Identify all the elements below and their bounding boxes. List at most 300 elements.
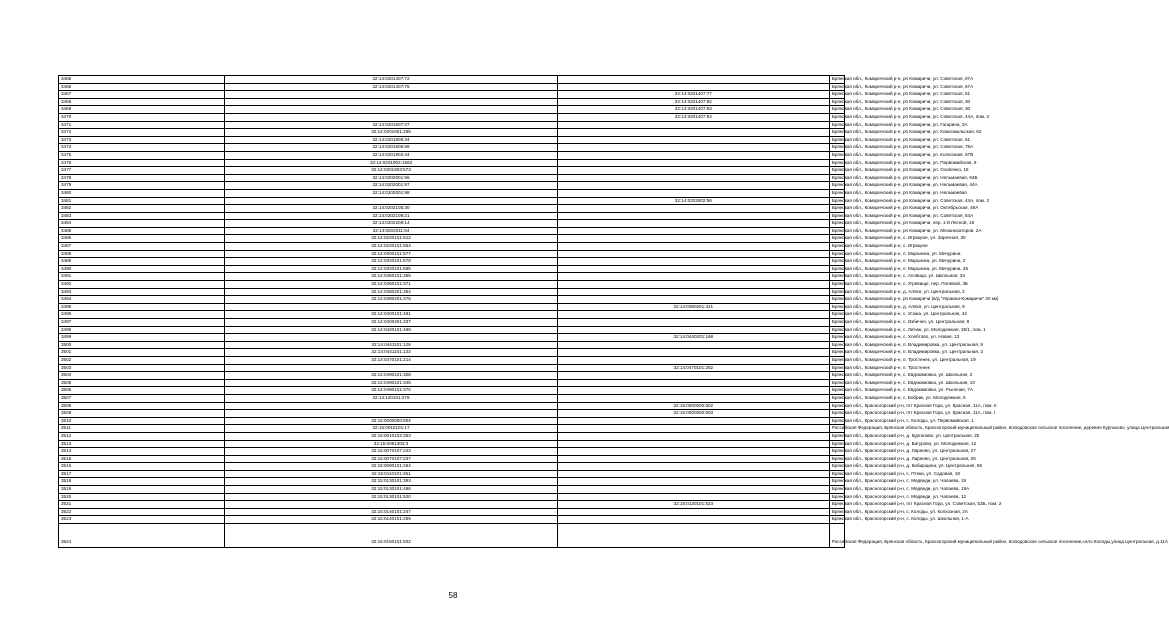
row-number-cell: 3511 (59, 425, 225, 433)
row-number-cell: 3499 (59, 334, 225, 342)
cadastral-number-cell (225, 113, 558, 121)
table-row (59, 106, 845, 114)
cadastral-number-secondary-cell (557, 379, 829, 387)
row-number-cell: 3492 (59, 281, 225, 289)
table-row (59, 417, 845, 425)
row-number-cell: 3508 (59, 402, 225, 410)
table-body (59, 76, 1169, 548)
table-row (59, 432, 845, 440)
cadastral-number-secondary-cell: 32:15:0000000:603 (557, 410, 829, 418)
table-row (59, 296, 845, 304)
cadastral-number-cell: 32:14:0202311:54 (225, 227, 558, 235)
address-cell: Брянская обл., Комаричский р-н, п. Марьинка, ул. Мичурина, 2 (829, 258, 844, 266)
table-row (59, 227, 845, 235)
cadastral-number-cell (225, 364, 558, 372)
cadastral-number-secondary-cell (557, 212, 829, 220)
cadastral-number-cell (225, 303, 558, 311)
table-row (59, 174, 845, 182)
table-row (59, 83, 845, 91)
cadastral-number-secondary-cell: 32:14:0202002:56 (557, 197, 829, 205)
cadastral-number-secondary-cell (557, 448, 829, 456)
table-row (59, 288, 845, 296)
address-cell: Брянская обл., Комаричский р-н, п. Тростенек (829, 364, 844, 372)
cadastral-number-secondary-cell (557, 144, 829, 152)
cadastral-number-secondary-cell: 32:15:0130101:523 (557, 501, 829, 509)
row-number-cell: 3510 (59, 417, 225, 425)
row-number-cell: 3498 (59, 326, 225, 334)
cadastral-number-cell: 32:14:0420101:469 (225, 326, 558, 334)
cadastral-number-secondary-cell (557, 281, 829, 289)
address-cell: Брянская обл., Комаричский р-н, рп Комаричи, ул. Первомайская, 9 (829, 159, 844, 167)
table-row (59, 364, 845, 372)
cadastral-number-secondary-cell: 32:15:0000000:602 (557, 402, 829, 410)
table-row (59, 113, 845, 121)
cadastral-number-cell: 32:15:0130101:520 (225, 493, 558, 501)
cadastral-number-cell: 32:14:0201606:58 (225, 144, 558, 152)
cadastral-number-cell: 32:15:0110101:261 (225, 470, 558, 478)
address-cell: Брянская обл., Комаричский р-н, рп Комаричи, ул. Советская, 67А (829, 83, 844, 91)
table-row (59, 356, 845, 364)
cadastral-number-secondary-cell (557, 516, 829, 524)
address-cell: Брянская обл., Комаричский р-н, рп Комаричи, ул. Советская, 30 (829, 98, 844, 106)
address-cell: Брянская обл., Комаричский р-н, п. Тростенек, ул. Центральная, 19 (829, 356, 844, 364)
row-number-cell: 3501 (59, 349, 225, 357)
table-row (59, 524, 845, 548)
table-row (59, 341, 845, 349)
table-row (59, 303, 845, 311)
row-number-cell: 3489 (59, 258, 225, 266)
cadastral-number-cell: 32:14:0201903:573 (225, 167, 558, 175)
table-row (59, 281, 845, 289)
row-number-cell: 3521 (59, 501, 225, 509)
cadastral-number-secondary-cell (557, 83, 829, 91)
cadastral-number-secondary-cell (557, 326, 829, 334)
row-number-cell: 3500 (59, 341, 225, 349)
cadastral-number-cell: 32:14:0350101:355 (225, 273, 558, 281)
row-number-cell: 3524 (59, 524, 225, 548)
table-row (59, 501, 845, 509)
cadastral-number-cell: 32:14:0380201:354 (225, 288, 558, 296)
cadastral-number-cell: 32:14:0202208:14 (225, 220, 558, 228)
table-row (59, 387, 845, 395)
cadastral-number-cell: 32:14:0300101:577 (225, 250, 558, 258)
address-cell: Брянская обл., Комаричский р-н, с. Асовица, ул. Школьная, 34 (829, 273, 844, 281)
cadastral-number-secondary-cell (557, 220, 829, 228)
row-number-cell: 3490 (59, 265, 225, 273)
cadastral-number-cell: 32:15:0010102:353 (225, 432, 558, 440)
row-number-cell: 3473 (59, 136, 225, 144)
address-cell: Брянская обл., Красногорский р-н, д. Ларнево, ул. Центральная, 27 (829, 448, 844, 456)
row-number-cell: 3466 (59, 83, 225, 91)
cadastral-number-cell: 32:14:0320101:678 (225, 258, 558, 266)
address-cell: Брянская обл., Комаричский р-н, д. Аляхя, ул. Центральная, 2 (829, 288, 844, 296)
address-cell: Брянская обл., Комаричский р-н, рп Комаричи, ул. Советская, 30 (829, 106, 844, 114)
cadastral-number-secondary-cell (557, 387, 829, 395)
cadastral-number-cell: 32:15:0070107:237 (225, 455, 558, 463)
address-cell: Брянская обл., Комаричский р-н, рп Комаричи, ул. Советская, 44А, пом. 2 (829, 197, 844, 205)
property-table (58, 75, 1169, 548)
cadastral-number-secondary-cell: 32:14:0201407:77 (557, 91, 829, 99)
cadastral-number-secondary-cell (557, 349, 829, 357)
row-number-cell: 3467 (59, 91, 225, 99)
row-number-cell: 3507 (59, 394, 225, 402)
cadastral-number-cell: 32:14:0400401:337 (225, 319, 558, 327)
address-cell: Брянская обл., Красногорский р-н, д. Багурово, ул. Молодежная, 12 (829, 440, 844, 448)
address-cell: Брянская обл., Комаричский р-н, рп Комаричи, ул. Нельмаевая, 64Б (829, 174, 844, 182)
cadastral-number-cell: 32:14:0201605:34 (225, 136, 558, 144)
cadastral-number-secondary-cell (557, 524, 829, 548)
row-number-cell: 3516 (59, 463, 225, 471)
address-cell: Брянская обл., Комаричский р-н, с. Хлебтово, ул. Новая, 13 (829, 334, 844, 342)
cadastral-number-cell (225, 106, 558, 114)
cadastral-number-cell: 32:14:0490101:308 (225, 372, 558, 380)
cadastral-number-cell (225, 410, 558, 418)
cadastral-number-cell: 32:14:0441101:133 (225, 349, 558, 357)
table-row (59, 235, 845, 243)
cadastral-number-secondary-cell (557, 265, 829, 273)
cadastral-number-cell (225, 334, 558, 342)
cadastral-number-secondary-cell (557, 227, 829, 235)
cadastral-number-cell: 32:14:0380201:375 (225, 296, 558, 304)
row-number-cell: 3478 (59, 174, 225, 182)
address-cell: Брянская обл., Комаричский р-н, с. Бобрик, ул. Молодежная, 5 (829, 394, 844, 402)
row-number-cell: 3491 (59, 273, 225, 281)
address-cell: Брянская обл., Красногорский р-н, д. Кибирщина, ул. Центральная, 65 (829, 463, 844, 471)
page-number: 58 (448, 591, 458, 600)
address-cell: Брянская обл., Красногорский р-н, д. Ларнево, ул. Центральная, 26 (829, 455, 844, 463)
address-cell: Брянская обл., Комаричский р-н, д. Аляхя, ул. Центральная, 8 (829, 303, 844, 311)
table-row (59, 182, 845, 190)
cadastral-number-secondary-cell (557, 493, 829, 501)
cadastral-number-cell: 32:14:0220101:512 (225, 235, 558, 243)
table-row (59, 265, 845, 273)
cadastral-number-secondary-cell: 32:14:0440201:168 (557, 334, 829, 342)
cadastral-number-cell: 32:14:0202001:98 (225, 189, 558, 197)
cadastral-number-cell: 32:14:0201902:44 (225, 151, 558, 159)
address-cell: Брянская обл., Комаричский р-н, с. Литиж, ул. Молодежная, 35/1, пом. 1 (829, 326, 844, 334)
table-row (59, 463, 845, 471)
table-row (59, 144, 845, 152)
address-cell: Брянская обл., Комаричский р-н, рп Комаричи, ул. Советская, 51 (829, 91, 844, 99)
cadastral-number-cell: 32:15:0140101:247 (225, 508, 558, 516)
cadastral-number-cell: 32:14:0201407:75 (225, 83, 558, 91)
table-row (59, 478, 845, 486)
cadastral-number-secondary-cell (557, 182, 829, 190)
cadastral-number-cell: 32:14:0490101:370 (225, 387, 558, 395)
address-cell: Брянская обл., Комаричский р-н, рп Комаричи, ул. Советская, 67А (829, 76, 844, 84)
row-number-cell: 3472 (59, 129, 225, 137)
row-number-cell: 3482 (59, 205, 225, 213)
table-row (59, 212, 845, 220)
row-number-cell: 3485 (59, 227, 225, 235)
cadastral-number-secondary-cell (557, 235, 829, 243)
address-cell: Брянская обл., Красногорский р-н, с. Медведи, ул. Чапаева, 12 (829, 493, 844, 501)
row-number-cell: 3519 (59, 486, 225, 494)
cadastral-number-secondary-cell: 32:14:0201407:82 (557, 98, 829, 106)
row-number-cell: 3471 (59, 121, 225, 129)
table-row (59, 425, 845, 433)
cadastral-number-secondary-cell (557, 463, 829, 471)
row-number-cell: 3494 (59, 296, 225, 304)
cadastral-number-cell: 32:15:0010101:17 (225, 425, 558, 433)
address-cell: Российская Федерация, Брянская область, Красногорский муниципальный район, Колюдовское сельское поселение,село Колоды,улица Центральная, д.11А (829, 524, 844, 548)
cadastral-number-cell: 32:15:0090101:264 (225, 463, 558, 471)
row-number-cell: 3515 (59, 455, 225, 463)
cadastral-number-secondary-cell (557, 425, 829, 433)
row-number-cell: 3495 (59, 303, 225, 311)
row-number-cell: 3502 (59, 356, 225, 364)
table-row (59, 121, 845, 129)
row-number-cell: 3506 (59, 387, 225, 395)
address-cell: Брянская обл., Комаричский р-н, рп Комаричи, ул. Комсомольская, 62 (829, 129, 844, 137)
cadastral-number-cell: 32:14:0201407:72 (225, 76, 558, 84)
cadastral-number-secondary-cell (557, 76, 829, 84)
row-number-cell: 3474 (59, 144, 225, 152)
address-cell: Брянская обл., Комаричский р-н, рп Комаричи, ул. Нельмаевая (829, 189, 844, 197)
table-row (59, 129, 845, 137)
address-cell: Брянская обл., Комаричский р-н, п. Марьинка, ул. Мичурина (829, 250, 844, 258)
table-row (59, 151, 845, 159)
address-cell: Брянская обл., Красногорский р-н, пгт Красная Гора, ул. Красная, 11А, пом. I (829, 410, 844, 418)
row-number-cell: 3475 (59, 151, 225, 159)
cadastral-number-secondary-cell (557, 258, 829, 266)
row-number-cell: 3481 (59, 197, 225, 205)
address-cell: Брянская обл., Комаричский р-н, рп Комаричи, ул. Советская, 61 (829, 136, 844, 144)
cadastral-number-secondary-cell (557, 356, 829, 364)
table-row (59, 220, 845, 228)
table-row (59, 448, 845, 456)
table-row (59, 91, 845, 99)
table-row (59, 470, 845, 478)
table-row (59, 243, 845, 251)
cadastral-number-secondary-cell (557, 372, 829, 380)
cadastral-number-cell: 32:14:0490101:345 (225, 379, 558, 387)
row-number-cell: 3493 (59, 288, 225, 296)
cadastral-number-secondary-cell (557, 417, 829, 425)
address-cell: Брянская обл., Комаричский р-н, с. Евдокимовка, ул. Школьная, 2 (829, 372, 844, 380)
row-number-cell: 3520 (59, 493, 225, 501)
address-cell: Брянская обл., Красногорский р-н, с. Колоды, ул. Колхозная, 2А (829, 508, 844, 516)
cadastral-number-secondary-cell: 32:14:0470101:252 (557, 364, 829, 372)
cadastral-number-secondary-cell (557, 288, 829, 296)
cadastral-number-secondary-cell (557, 478, 829, 486)
address-cell: Брянская обл., Комаричский р-н, с. Угревище, пер. Полевой, 3Б (829, 281, 844, 289)
cadastral-number-cell: 32:15:0051303:3 (225, 440, 558, 448)
row-number-cell: 3470 (59, 113, 225, 121)
table-row (59, 493, 845, 501)
address-cell: Брянская обл., Комаричский р-н, рп Комаричи, ул. Октябрьская, 46А (829, 205, 844, 213)
row-number-cell: 3497 (59, 319, 225, 327)
row-number-cell: 3468 (59, 98, 225, 106)
table-row (59, 402, 845, 410)
cadastral-number-cell: 32:14:0400101:461 (225, 311, 558, 319)
address-cell: Брянская обл., Красногорский р-н, с. Медведи, ул. Чапаева, 19 (829, 478, 844, 486)
address-cell: Брянская обл., Комаричский р-н, рп Комаричи, ул. Советская, 75А (829, 144, 844, 152)
address-cell: Брянская обл., Комаричский р-н, рп Комаричи, ул. Осипенко, 15 (829, 167, 844, 175)
cadastral-number-cell (225, 91, 558, 99)
row-number-cell: 3503 (59, 364, 225, 372)
cadastral-number-cell: 32:14:0201507:37 (225, 121, 558, 129)
table-row (59, 98, 845, 106)
cadastral-number-secondary-cell (557, 250, 829, 258)
address-cell: Российская Федерация, Брянская область, Красногорский муниципальный район, Колюдовское сельское поселение, деревня Курганово, улица Центральная (829, 425, 844, 433)
cadastral-number-secondary-cell (557, 136, 829, 144)
address-cell: Брянская обл., Комаричский р-н, п. Владимировка, ул. Центральная, 3 (829, 349, 844, 357)
address-cell: Брянская обл., Комаричский р-н, рп Комаричи (в/д "Украина-Комаричи" 20 км) (829, 296, 844, 304)
cadastral-number-cell: 32:14:0201601:295 (225, 129, 558, 137)
table-row (59, 159, 845, 167)
row-number-cell: 3512 (59, 432, 225, 440)
table-row (59, 455, 845, 463)
cadastral-number-secondary-cell (557, 319, 829, 327)
cadastral-number-cell: 32:14:0202105:30 (225, 205, 558, 213)
cadastral-number-secondary-cell (557, 341, 829, 349)
table-row (59, 508, 845, 516)
table-row (59, 516, 845, 524)
address-cell: Брянская обл., Комаричский р-н, рп Комаричи, пер. 1-й Лесной, 15 (829, 220, 844, 228)
table-row (59, 250, 845, 258)
cadastral-number-secondary-cell (557, 151, 829, 159)
row-number-cell: 3523 (59, 516, 225, 524)
table-row (59, 394, 845, 402)
cadastral-number-cell: 32:15:0130101:393 (225, 478, 558, 486)
table-row (59, 486, 845, 494)
row-number-cell: 3514 (59, 448, 225, 456)
address-cell: Брянская обл., Красногорский р-н, с. Колоды, ул. Первомайская, 1 (829, 417, 844, 425)
cadastral-number-secondary-cell (557, 121, 829, 129)
cadastral-number-cell: 32:14:0470101:214 (225, 356, 558, 364)
row-number-cell: 3505 (59, 379, 225, 387)
row-number-cell: 3477 (59, 167, 225, 175)
row-number-cell: 3513 (59, 440, 225, 448)
cadastral-number-secondary-cell (557, 311, 829, 319)
address-cell: Брянская обл., Комаричский р-н, с. Евдокимовка, ул. Школьная, 10 (829, 379, 844, 387)
cadastral-number-secondary-cell (557, 432, 829, 440)
property-table-sheet (58, 75, 1169, 548)
row-number-cell: 3486 (59, 235, 225, 243)
cadastral-number-cell: 32:14:0320101:695 (225, 265, 558, 273)
row-number-cell: 3496 (59, 311, 225, 319)
row-number-cell: 3509 (59, 410, 225, 418)
address-cell: Брянская обл., Комаричский р-н, рп Комаричи, ул. Советская, 64А (829, 212, 844, 220)
cadastral-number-secondary-cell (557, 440, 829, 448)
table-row (59, 136, 845, 144)
cadastral-number-secondary-cell (557, 167, 829, 175)
address-cell: Брянская обл., Комаричский р-н, рп Комаричи, ул. Советская, 44А, пом. 2 (829, 113, 844, 121)
table-row (59, 189, 845, 197)
address-cell: Брянская обл., Комаричский р-н, п. Владимировка, ул. Центральная, 8 (829, 341, 844, 349)
cadastral-number-secondary-cell: 32:14:0201407:83 (557, 106, 829, 114)
cadastral-number-cell: 32:15:0140101:259 (225, 516, 558, 524)
address-cell: Брянская обл., Красногорский р-н, пгт Красная Гора, ул. Советская, 52Б, пом. 2 (829, 501, 844, 509)
cadastral-number-cell: 32:14:0360101:371 (225, 281, 558, 289)
row-number-cell: 3479 (59, 182, 225, 190)
address-cell: Брянская обл., Комаричский р-н, рп Комаричи, ул. Колхозная, 57В (829, 151, 844, 159)
cadastral-number-secondary-cell (557, 129, 829, 137)
cadastral-number-secondary-cell (557, 159, 829, 167)
cadastral-number-cell: 32:15:0070107:223 (225, 448, 558, 456)
cadastral-number-secondary-cell (557, 296, 829, 304)
table-row (59, 440, 845, 448)
table-row (59, 167, 845, 175)
row-number-cell: 3517 (59, 470, 225, 478)
cadastral-number-secondary-cell (557, 189, 829, 197)
row-number-cell: 3522 (59, 508, 225, 516)
cadastral-number-cell (225, 501, 558, 509)
row-number-cell: 3480 (59, 189, 225, 197)
cadastral-number-cell: 32:14:0202109:21 (225, 212, 558, 220)
table-row (59, 258, 845, 266)
cadastral-number-cell (225, 402, 558, 410)
address-cell: Брянская обл., Комаричский р-н, с. Игрицкое (829, 243, 844, 251)
table-row (59, 273, 845, 281)
address-cell: Брянская обл., Комаричский р-н, рп Комаричи, ул. Нельмаевая, 44А (829, 182, 844, 190)
address-cell: Брянская обл., Красногорский р-н, с. Птеки, ул. Садовая, 18 (829, 470, 844, 478)
row-number-cell: 3469 (59, 106, 225, 114)
row-number-cell: 3465 (59, 76, 225, 84)
table-row (59, 197, 845, 205)
row-number-cell: 3488 (59, 250, 225, 258)
address-cell: Брянская обл., Комаричский р-н, п. Марьинка, ул. Мичурина, 35 (829, 265, 844, 273)
cadastral-number-secondary-cell: 32:14:0380201:421 (557, 303, 829, 311)
cadastral-number-cell: 32:14:0201903:1563 (225, 159, 558, 167)
cadastral-number-cell: 32:15:0130101:466 (225, 486, 558, 494)
cadastral-number-cell: 32:15:0150101:502 (225, 524, 558, 548)
address-cell: Брянская обл., Комаричский р-н, рп Комаричи, ул. Механизаторов, 2А (829, 227, 844, 235)
table-row (59, 319, 845, 327)
row-number-cell: 3483 (59, 212, 225, 220)
table-row (59, 349, 845, 357)
row-number-cell: 3518 (59, 478, 225, 486)
row-number-cell: 3484 (59, 220, 225, 228)
cadastral-number-secondary-cell (557, 394, 829, 402)
cadastral-number-cell (225, 98, 558, 106)
cadastral-number-cell (225, 197, 558, 205)
cadastral-number-secondary-cell (557, 273, 829, 281)
cadastral-number-cell: 32:14:0441101:129 (225, 341, 558, 349)
cadastral-number-cell: 32:14:0220101:654 (225, 243, 558, 251)
row-number-cell: 3487 (59, 243, 225, 251)
address-cell: Брянская обл., Красногорский р-н, с. Медведи, ул. Чапаева, 19А (829, 486, 844, 494)
table-row (59, 410, 845, 418)
cadastral-number-cell: 32:14:0202001:96 (225, 174, 558, 182)
table-row (59, 205, 845, 213)
address-cell: Брянская обл., Комаричский р-н, с. Избичня, ул. Центральная, 8 (829, 319, 844, 327)
table-row (59, 334, 845, 342)
cadastral-number-secondary-cell (557, 205, 829, 213)
cadastral-number-secondary-cell (557, 174, 829, 182)
address-cell: Брянская обл., Комаричский р-н, с. Усожа, ул. Центральная, 42 (829, 311, 844, 319)
cadastral-number-secondary-cell (557, 486, 829, 494)
row-number-cell: 3504 (59, 372, 225, 380)
cadastral-number-secondary-cell (557, 455, 829, 463)
cadastral-number-cell: 32:14:120101:276 (225, 394, 558, 402)
table-row (59, 372, 845, 380)
address-cell: Брянская обл., Комаричский р-н, с. Игрицкое, ул. Заречная, 30 (829, 235, 844, 243)
row-number-cell: 3476 (59, 159, 225, 167)
table-row (59, 76, 845, 84)
cadastral-number-secondary-cell (557, 243, 829, 251)
table-row (59, 326, 845, 334)
address-cell: Брянская обл., Красногорский р-н, д. Курганово, ул. Центральная, 25 (829, 432, 844, 440)
cadastral-number-secondary-cell (557, 470, 829, 478)
table-row (59, 379, 845, 387)
address-cell: Брянская обл., Комаричский р-н, рп Комаричи, ул. Гагарина, 2А (829, 121, 844, 129)
cadastral-number-cell: 32:15:0000000:604 (225, 417, 558, 425)
cadastral-number-secondary-cell (557, 508, 829, 516)
table-row (59, 311, 845, 319)
address-cell: Брянская обл., Красногорский р-н, с. Колоды, ул. Школьная, 1-А (829, 516, 844, 524)
